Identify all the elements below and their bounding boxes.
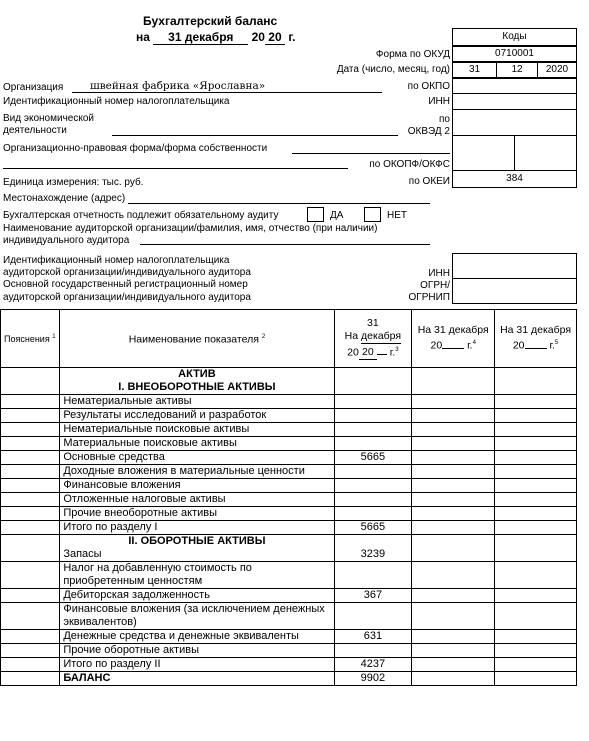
table-row: Материальные поисковые активы — [1, 437, 577, 451]
table-row: Основные средства 5665 — [1, 451, 577, 465]
auditor-inn-label-1: Идентификационный номер налогоплательщика — [3, 255, 230, 266]
date-label: Дата (число, месяц, год) — [336, 64, 450, 75]
col-notes-header: Пояснения $^1$ — [1, 310, 60, 368]
col5-header: На 31 декабря 20 г.$^5$ — [495, 310, 577, 368]
table-row-balance: БАЛАНС 9902 — [1, 672, 577, 686]
table-header-row — [1, 310, 577, 368]
okud-cell: 0710001 — [452, 46, 577, 62]
table-row: Отложенные налоговые активы — [1, 493, 577, 507]
table-row: Дебиторская задолженность 367 — [1, 589, 577, 603]
auditor-name-underline — [140, 244, 430, 245]
date-year-cell: 2020 — [537, 62, 577, 78]
audit-label: Бухгалтерская отчетность подлежит обязательному аудиту — [3, 210, 279, 221]
audit-no-checkbox[interactable] — [364, 207, 381, 222]
auditor-ogrn-code-2: ОГРНИП — [408, 292, 450, 303]
okved-label-2: ОКВЭД 2 — [407, 126, 450, 137]
table-row: Прочие внеоборотные активы — [1, 507, 577, 521]
form-title: Бухгалтерский баланс — [143, 14, 278, 28]
table-row: Финансовые вложения — [1, 479, 577, 493]
audit-yes-checkbox[interactable] — [307, 207, 324, 222]
table-row: Денежные средства и денежные эквиваленты 631 — [1, 630, 577, 644]
address-underline — [128, 203, 430, 204]
table-row-total: Итого по разделу II 4237 — [1, 658, 577, 672]
auditor-ogrn-label-2: аудиторской организации/индивидуального аудитора — [3, 292, 251, 303]
col3-header: 31 На декабря 20 20 г.$^3$ — [334, 310, 412, 368]
org-value: швейная фабрика «Ярославна» — [90, 80, 266, 92]
auditor-ogrn-label-1: Основной государственный регистрационный номер — [3, 279, 248, 290]
col-name-header: Наименование показателя $^2$ — [60, 310, 334, 368]
okud-label: Форма по ОКУД — [375, 49, 450, 60]
okei-cell: 384 — [452, 170, 577, 188]
auditor-ogrn-code-1: ОГРН/ — [420, 280, 450, 291]
date-day-cell: 31 — [452, 62, 497, 78]
unit-label: Единица измерения: тыс. руб. — [3, 177, 144, 188]
table-row: II. ОБОРОТНЫЕ АКТИВЫ Запасы 3239 — [1, 535, 577, 562]
date-day-month: 31 декабря — [153, 30, 248, 45]
okopf-label: по ОКОПФ/ОКФС — [369, 159, 450, 170]
org-underline — [72, 92, 382, 93]
opf-underline-2 — [3, 168, 348, 169]
okei-label: по ОКЕИ — [408, 176, 450, 187]
date-year: 20 — [265, 30, 285, 45]
table-row: Результаты исследований и разработок — [1, 409, 577, 423]
table-row: Финансовые вложения (за исключением денежных эквивалентов) — [1, 603, 577, 630]
activity-label-1: Вид экономической — [3, 113, 94, 124]
auditor-name-label-2: индивидуального аудитора — [3, 235, 130, 246]
table-row: Прочие оборотные активы — [1, 644, 577, 658]
opf-underline-1 — [292, 153, 450, 154]
table-row: Нематериальные активы — [1, 395, 577, 409]
date-month-cell: 12 — [496, 62, 538, 78]
auditor-inn-label-2: аудиторской организации/индивидуального аудитора — [3, 267, 251, 278]
col4-header: На 31 декабря 20 г.$^4$ — [412, 310, 495, 368]
table-row-total: Итого по разделу I 5665 — [1, 521, 577, 535]
audit-no-label: НЕТ — [387, 210, 407, 221]
auditor-inn-code: ИНН — [428, 268, 450, 279]
section-assets-title: АКТИВ I. ВНЕОБОРОТНЫЕ АКТИВЫ — [60, 368, 334, 395]
address-label: Местонахождение (адрес) — [3, 193, 126, 204]
section2-title: II. ОБОРОТНЫЕ АКТИВЫ — [128, 535, 266, 547]
org-label: Организация — [3, 82, 64, 93]
codes-header-cell: Коды — [452, 28, 577, 46]
auditor-inn-cell — [452, 253, 577, 279]
okpo-label: по ОКПО — [407, 81, 450, 92]
inn-cell — [452, 93, 577, 110]
opf-cell-right — [514, 135, 577, 171]
okved-cell — [452, 109, 577, 136]
audit-yes-label: ДА — [330, 210, 344, 221]
auditor-name-label-1: Наименование аудиторской организации/фамилия, имя, отчество (при наличии) — [3, 223, 378, 234]
okved-label-1: по — [439, 114, 450, 125]
opf-cell-left — [452, 135, 515, 171]
form-date-line: на 31 декабря 20 20 г. — [136, 30, 296, 44]
inn-code-label: ИНН — [428, 96, 450, 107]
opf-label: Организационно-правовая форма/форма собственности — [3, 143, 268, 154]
table-row: Нематериальные поисковые активы — [1, 423, 577, 437]
table-row: Налог на добавленную стоимость по приобретенным ценностям — [1, 562, 577, 589]
inn-label: Идентификационный номер налогоплательщика — [3, 96, 230, 107]
section-row-assets — [1, 368, 577, 395]
table-row: Доходные вложения в материальные ценности — [1, 465, 577, 479]
balance-table — [0, 309, 577, 686]
activity-label-2: деятельности — [3, 125, 67, 136]
auditor-ogrn-cell — [452, 278, 577, 304]
okpo-cell — [452, 78, 577, 94]
activity-underline — [112, 135, 398, 136]
